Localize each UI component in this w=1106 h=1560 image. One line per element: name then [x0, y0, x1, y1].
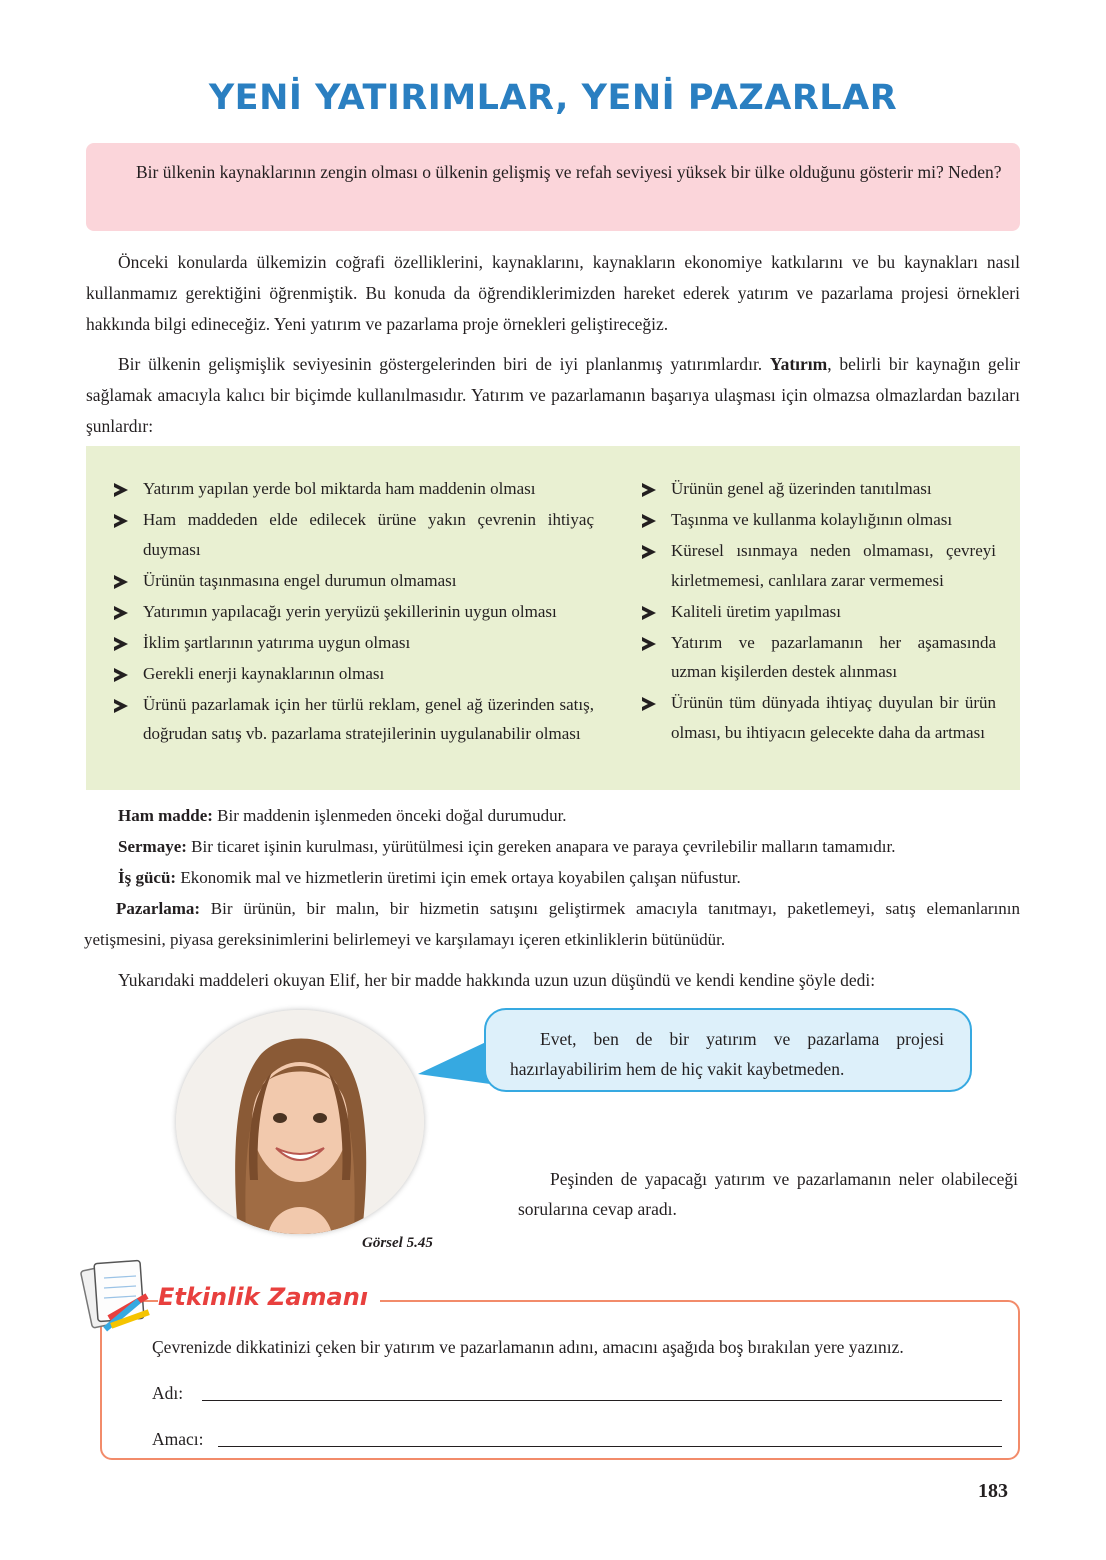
- arrow-bullet-icon: [114, 575, 128, 589]
- list-item: Ürünün tüm dünyada ihtiyaç duyulan bir ürün olması, bu ihtiyacın gelecekte daha da artması: [642, 688, 996, 747]
- arrow-bullet-icon: [114, 483, 128, 497]
- pesinden-paragraph: Peşinden de yapacağı yatırım ve pazarlamanın neler olabileceği sorularına cevap aradı.: [518, 1169, 1018, 1219]
- girl-illustration: [176, 1010, 424, 1234]
- activity-title: Etkinlik Zamanı: [158, 1283, 380, 1311]
- intro-paragraph: Önceki konularda ülkemizin coğrafi özelliklerini, kaynaklarını, kaynakların ekonomiye katkılarını ve bu kaynakları nasıl kullanmamız gerektiğini öğrenmiştik. Bu konuda da öğrendiklerimizden hareket ederek yatırım ve pazarlama projesi örnekleri hakkında bilgi edineceğiz. Yeni yatırım ve pazarlama proje örnekleri geliştireceğiz.: [86, 252, 1020, 334]
- list-item: Ürünün taşınmasına engel durumun olmaması: [114, 566, 594, 596]
- question-text: Bir ülkenin kaynaklarının zengin olması o ülkenin gelişmiş ve refah seviyesi yüksek bir ülke olduğunu gösterir mi? Neden?: [136, 162, 1002, 182]
- activity-name-row: [152, 1379, 1002, 1407]
- arrow-bullet-icon: [642, 637, 656, 651]
- list-item: İklim şartlarının yatırıma uygun olması: [114, 628, 594, 658]
- list-item: Yatırım ve pazarlamanın her aşamasında uzman kişilerden destek alınması: [642, 628, 996, 687]
- definition-pazarlama: Pazarlama: Bir ürünün, bir malın, bir hizmetin satışını geliştirmek amacıyla tanıtmayı, paketlemeyi, satış elemanlarının yetişmesini, piyasa gereksinimlerini belirlemeyi ve karşılamayı içeren etkinliklerin bütünüdür.: [84, 899, 1020, 949]
- arrow-bullet-icon: [114, 668, 128, 682]
- elif-intro: Yukarıdaki maddeleri okuyan Elif, her bir madde hakkında uzun uzun düşündü ve kendi kendine şöyle dedi:: [118, 970, 876, 990]
- activity-instruction: Çevrenizde dikkatinizi çeken bir yatırım ve pazarlamanın adını, amacını aşağıda boş bırakılan yere yazınız.: [152, 1337, 904, 1357]
- arrow-bullet-icon: [642, 514, 656, 528]
- arrow-bullet-icon: [114, 606, 128, 620]
- page-number: 183: [978, 1480, 1008, 1502]
- list-item: Ham maddeden elde edilecek ürüne yakın çevrenin ihtiyaç duyması: [114, 505, 594, 564]
- question-box: [86, 143, 1020, 231]
- list-item: Taşınma ve kullanma kolaylığının olması: [642, 505, 996, 535]
- activity-purpose-label: Amacı:: [152, 1429, 204, 1449]
- speech-bubble-text: Evet, ben de bir yatırım ve pazarlama projesi hazırlayabilirim hem de hiç vakit kaybetmeden.: [510, 1029, 944, 1079]
- list-item: Ürünü pazarlamak için her türlü reklam, genel ağ üzerinden satış, doğrudan satış vb. pazarlama stratejilerinin uygulanabilir olması: [114, 690, 594, 749]
- investment-term: Yatırım: [769, 354, 828, 374]
- speech-bubble: [484, 1008, 972, 1092]
- activity-name-input-line[interactable]: [202, 1400, 1002, 1401]
- page-title: YENİ YATIRIMLAR, YENİ PAZARLAR: [208, 78, 898, 118]
- arrow-bullet-icon: [642, 545, 656, 559]
- list-item: Küresel ısınmaya neden olmaması, çevreyi kirletmemesi, canlılara zarar vermemesi: [642, 536, 996, 595]
- investment-paragraph-start: Bir ülkenin gelişmişlik seviyesinin göstergelerinden biri de iyi planlanmış yatırımlardır.: [118, 354, 770, 374]
- requirements-right-column: [642, 474, 996, 749]
- list-item: Gerekli enerji kaynaklarının olması: [114, 659, 594, 689]
- girl-photo: [176, 1010, 424, 1234]
- arrow-bullet-icon: [114, 514, 128, 528]
- arrow-bullet-icon: [642, 697, 656, 711]
- list-item: Yatırım yapılan yerde bol miktarda ham maddenin olması: [114, 474, 594, 504]
- arrow-bullet-icon: [114, 699, 128, 713]
- notebook-pencils-icon: [76, 1256, 160, 1336]
- activity-purpose-input-line[interactable]: [218, 1446, 1002, 1447]
- requirements-box: [86, 446, 1020, 790]
- investment-paragraph-end: , belirli bir kaynağın gelir sağlamak amacıyla kalıcı bir biçimde kullanılmasıdır. Yatırım ve pazarlamanın başarıya ulaşması için olmazsa olmazlardan bazıları şunlardır:: [86, 354, 1020, 436]
- list-item: Kaliteli üretim yapılması: [642, 597, 996, 627]
- definition-sermaye: Sermaye: Bir ticaret işinin kurulması, yürütülmesi için gereken anapara ve paraya çevrilebilir malların tamamıdır.: [118, 837, 896, 856]
- arrow-bullet-icon: [114, 637, 128, 651]
- activity-name-label: Adı:: [152, 1383, 184, 1403]
- definitions: [86, 800, 1020, 955]
- arrow-bullet-icon: [642, 606, 656, 620]
- investment-paragraph: [86, 349, 1020, 442]
- list-item: Yatırımın yapılacağı yerin yeryüzü şekillerinin uygun olması: [114, 597, 594, 627]
- activity-purpose-row: [152, 1425, 1002, 1453]
- requirements-left-column: [114, 474, 594, 750]
- arrow-bullet-icon: [642, 483, 656, 497]
- definition-is-gucu: İş gücü: Ekonomik mal ve hizmetlerin üretimi için emek ortaya koyabilen çalışan nüfustur.: [118, 868, 741, 887]
- photo-caption: Görsel 5.45: [362, 1235, 433, 1251]
- list-item: Ürünün genel ağ üzerinden tanıtılması: [642, 474, 996, 504]
- definition-ham-madde: Ham madde: Bir maddenin işlenmeden önceki doğal durumudur.: [118, 806, 567, 825]
